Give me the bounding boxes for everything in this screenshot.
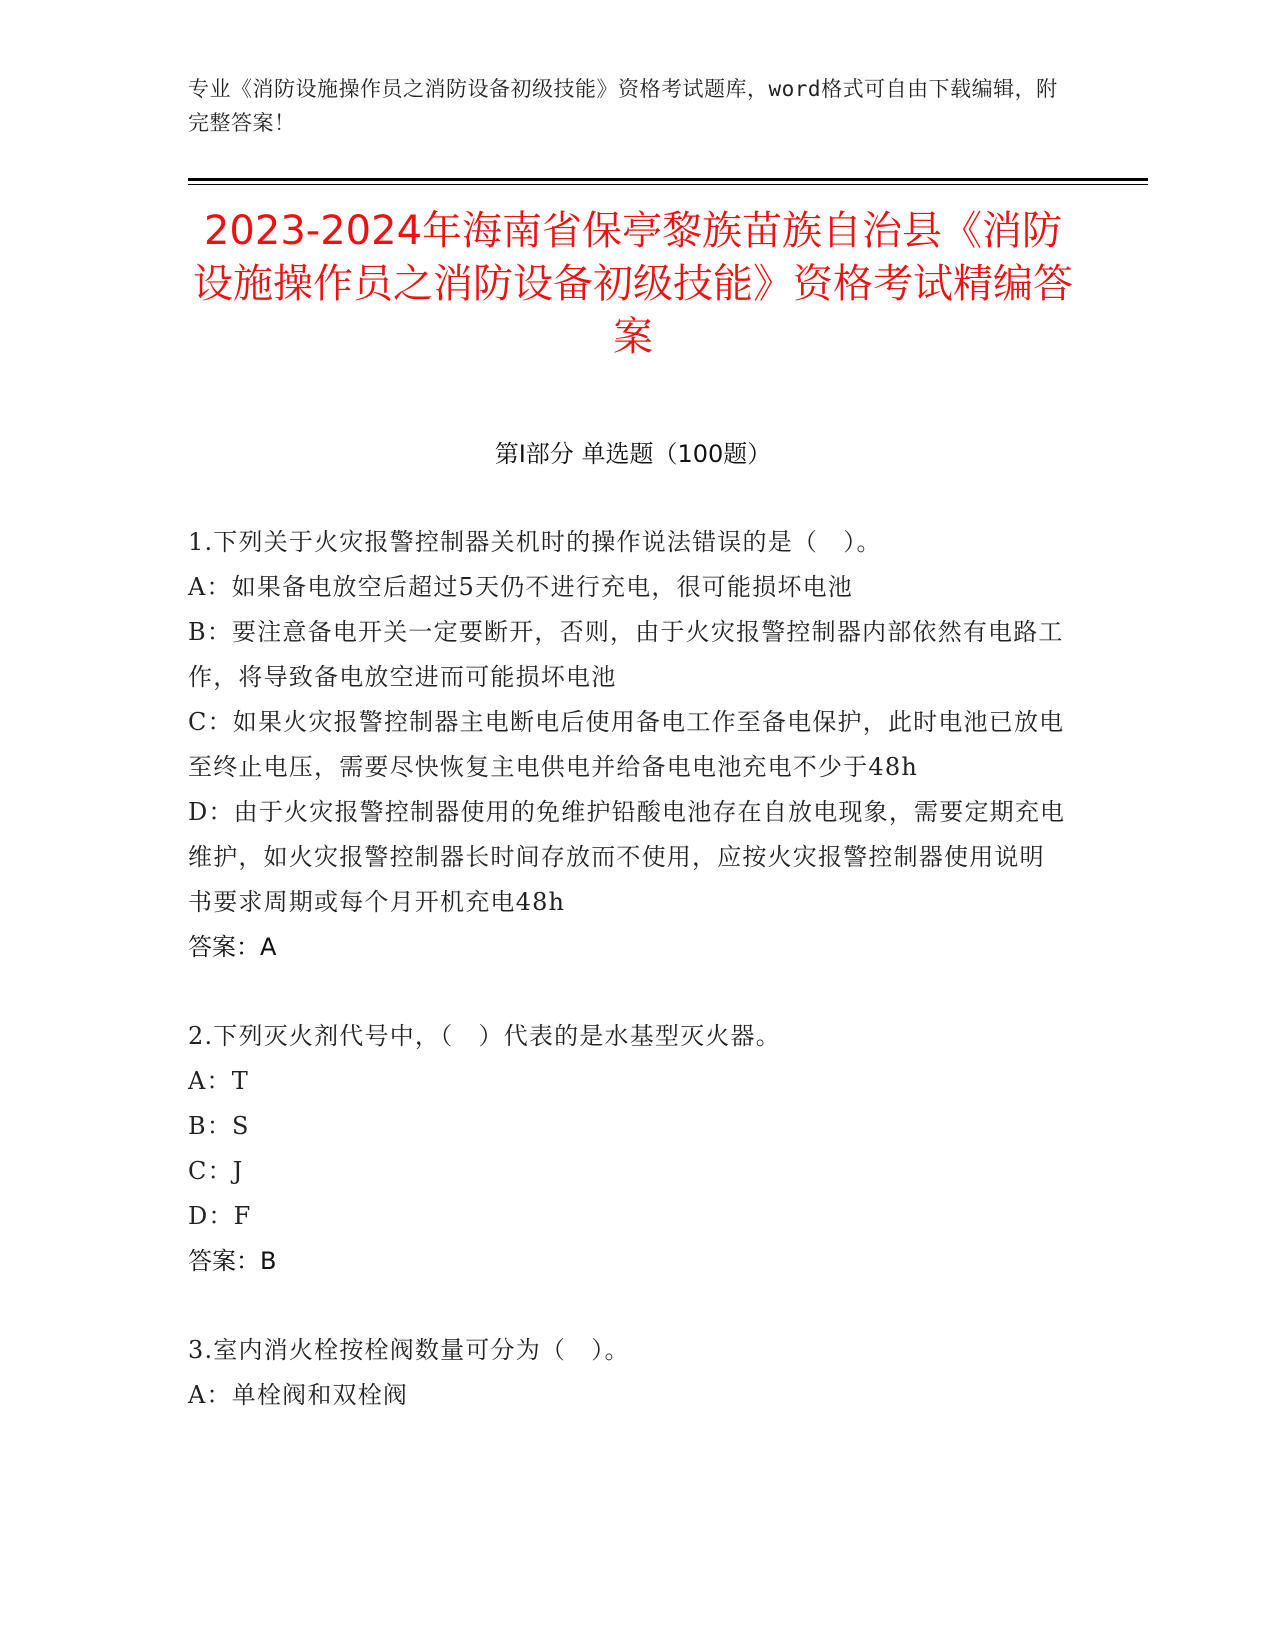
option-c: C：J bbox=[188, 1157, 244, 1185]
question-2 bbox=[188, 1014, 1068, 1284]
header-rule-thick bbox=[188, 178, 1148, 181]
question-stem: 1.下列关于火灾报警控制器关机时的操作说法错误的是（ ）。 bbox=[188, 528, 882, 556]
question-3 bbox=[188, 1328, 1068, 1418]
answer: 答案：B bbox=[188, 1247, 277, 1275]
header-rule-thin bbox=[188, 184, 1148, 185]
question-list bbox=[188, 520, 1068, 1462]
option-a: A：T bbox=[188, 1067, 249, 1095]
answer: 答案：A bbox=[188, 933, 277, 961]
question-stem: 3.室内消火栓按栓阀数量可分为（ ）。 bbox=[188, 1336, 630, 1364]
question-stem: 2.下列灭火剂代号中，（ ）代表的是水基型灭火器。 bbox=[188, 1022, 781, 1050]
header-note: 专业《消防设施操作员之消防设备初级技能》资格考试题库，word格式可自由下载编辑，附完整答案！ bbox=[188, 77, 1058, 135]
option-d: D：由于火灾报警控制器使用的免维护铅酸电池存在自放电现象，需要定期充电维护，如火灾报警控制器长时间存放而不使用，应按火灾报警控制器使用说明书要求周期或每个月开机充电48h bbox=[188, 798, 1066, 916]
option-b: B：S bbox=[188, 1112, 250, 1140]
section-title: 第Ⅰ部分 单选题（100题） bbox=[494, 440, 772, 468]
option-b: B：要注意备电开关一定要断开，否则，由于火灾报警控制器内部依然有电路工作，将导致备电放空进而可能损坏电池 bbox=[188, 618, 1064, 691]
option-a: A：如果备电放空后超过5天仍不进行充电，很可能损坏电池 bbox=[188, 573, 853, 601]
question-1 bbox=[188, 520, 1068, 970]
option-d: D：F bbox=[188, 1202, 252, 1230]
option-c: C：如果火灾报警控制器主电断电后使用备电工作至备电保护，此时电池已放电至终止电压，需要尽快恢复主电供电并给备电电池充电不少于48h bbox=[188, 708, 1065, 781]
option-a: A：单栓阀和双栓阀 bbox=[188, 1381, 409, 1409]
document-title: 2023-2024年海南省保亭黎族苗族自治县《消防设施操作员之消防设备初级技能》资格考试精编答案 bbox=[193, 208, 1073, 360]
